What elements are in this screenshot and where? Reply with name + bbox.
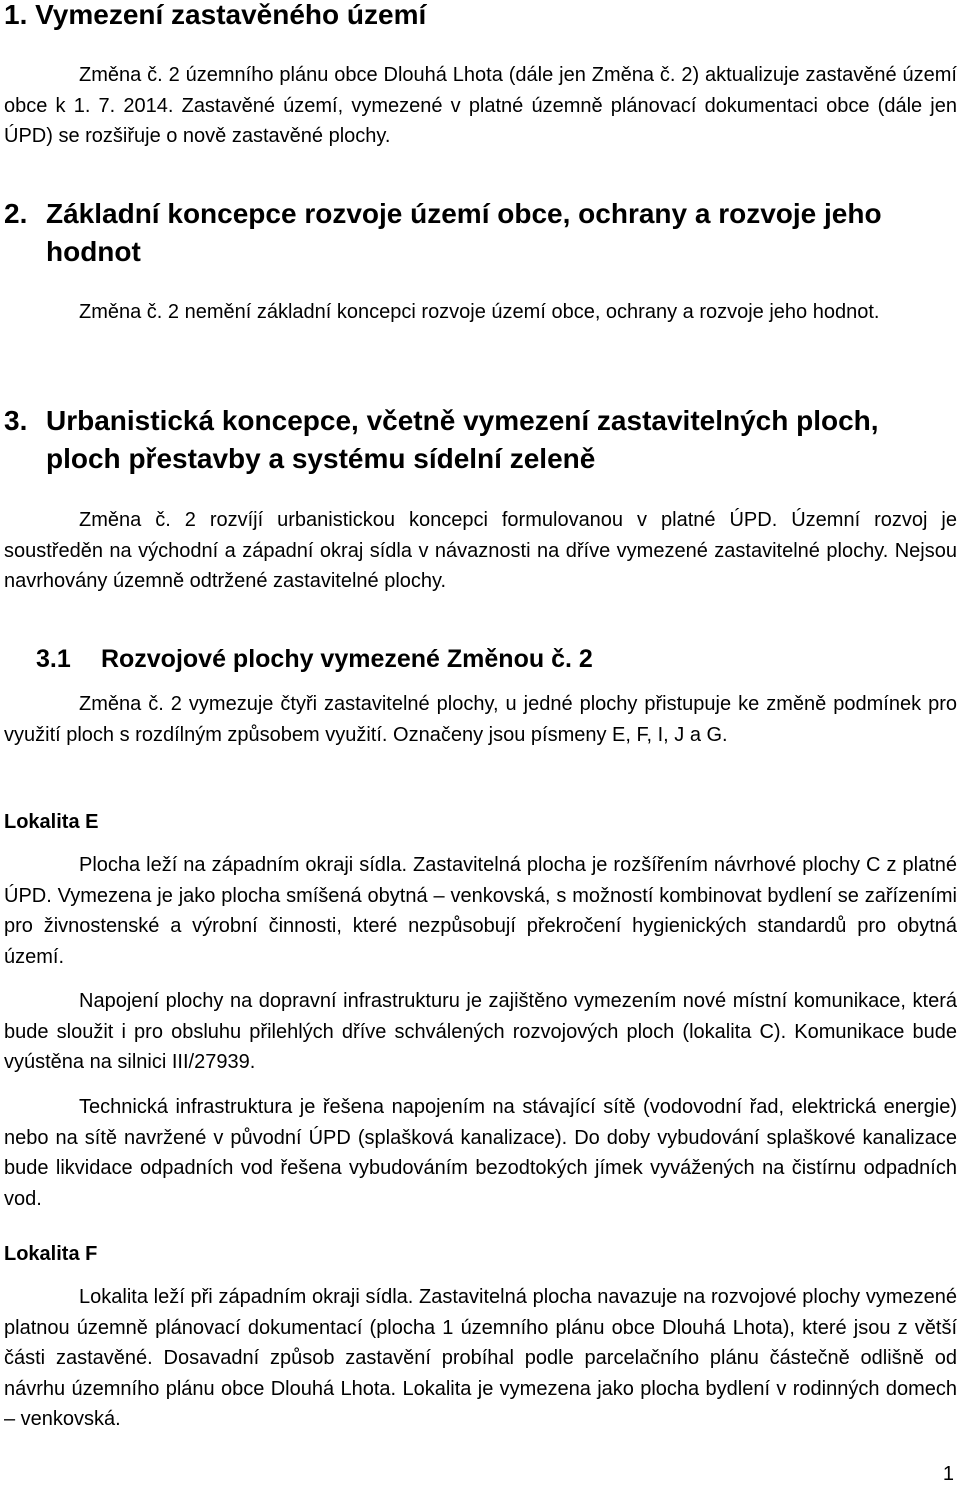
section-3-paragraph: Změna č. 2 rozvíjí urbanistickou koncepci formulovanou v platné ÚPD. Územní rozvoj je soustředěn na východní a západní okraj sídla v návaznosti na dříve vymezené zastavitelné plochy. Nejsou navrhovány územně odtržené zastavitelné plochy. (4, 509, 957, 592)
lokalita-e-paragraph-3: Technická infrastruktura je řešena napojením na stávající sítě (vodovodní řad, elektrická energie) nebo na sítě navržené v původní ÚPD (splašková kanalizace). Do doby vybudování splaškové kanalizace bude likvidace odpadních vod řešena vybudováním bezodtokých jímek vyvážených na čistírnu odpadních vod. (4, 1096, 957, 1210)
lokalita-f-heading: Lokalita F (4, 1243, 98, 1265)
section-title: Základní koncepce rozvoje území obce, ochrany a rozvoje jeho hodnot (46, 198, 882, 267)
lokalita-e-paragraph-1: Plocha leží na západním okraji sídla. Zastavitelná plocha je rozšířením návrhové plochy C z platné ÚPD. Vymezena je jako plocha smíšená obytná – venkovská, s možností kombinovat bydlení se zařízeními pro živnostenské a výrobní činnosti, které nezpůsobují překročení hygienických standardů pro obytná území. (4, 854, 957, 968)
section-number: 3. (4, 405, 28, 436)
section-2-paragraph: Změna č. 2 nemění základní koncepci rozvoje území obce, ochrany a rozvoje jeho hodnot. (79, 301, 880, 323)
section-2-heading (4, 195, 960, 271)
section-title: Urbanistická koncepce, včetně vymezení zastavitelných ploch, ploch přestavby a systému sídelní zeleně (46, 405, 879, 474)
section-1-paragraph: Změna č. 2 územního plánu obce Dlouhá Lhota (dále jen Změna č. 2) aktualizuje zastavěné území obce k 1. 7. 2014. Zastavěné území, vymezené v platné územně plánovací dokumentaci obce (dále jen ÚPD) se rozšiřuje o nově zastavěné plochy. (4, 64, 957, 147)
section-3-1-paragraph: Změna č. 2 vymezuje čtyři zastavitelné plochy, u jedné plochy přistupuje ke změně podmínek pro využití ploch s rozdílným způsobem využití. Označeny jsou písmeny E, F, I, J a G. (4, 693, 957, 746)
section-title: Vymezení zastavěného území (35, 0, 427, 30)
lokalita-e-paragraph-2: Napojení plochy na dopravní infrastrukturu je zajištěno vymezením nové místní komunikace, která bude sloužit i pro obsluhu přilehlých dříve schválených rozvojových ploch (lokalita C). Komunikace bude vyústěna na silnici III/27939. (4, 990, 957, 1073)
section-3-heading (4, 402, 960, 478)
lokalita-f-paragraph: Lokalita leží při západním okraji sídla. Zastavitelná plocha navazuje na rozvojové plochy vymezené platnou územně plánovací dokumentací (plocha 1 územního plánu obce Dlouhá Lhota), které jsou z větší části zastavěné. Dosavadní způsob zastavění probíhal podle parcelačního plánu částečně odlišně od návrhu územního plánu obce Dlouhá Lhota. Lokalita je vymezena jako plocha bydlení v rodinných domech – venkovská. (4, 1286, 957, 1430)
section-number: 3.1 (36, 645, 71, 673)
section-1-heading (4, 0, 426, 34)
section-3-1-heading (36, 643, 593, 675)
section-number: 2. (4, 198, 28, 229)
section-title: Rozvojové plochy vymezené Změnou č. 2 (100, 645, 593, 673)
page-number: 1 (942, 1463, 954, 1485)
lokalita-e-heading: Lokalita E (4, 811, 99, 833)
section-number: 1. (4, 0, 28, 30)
